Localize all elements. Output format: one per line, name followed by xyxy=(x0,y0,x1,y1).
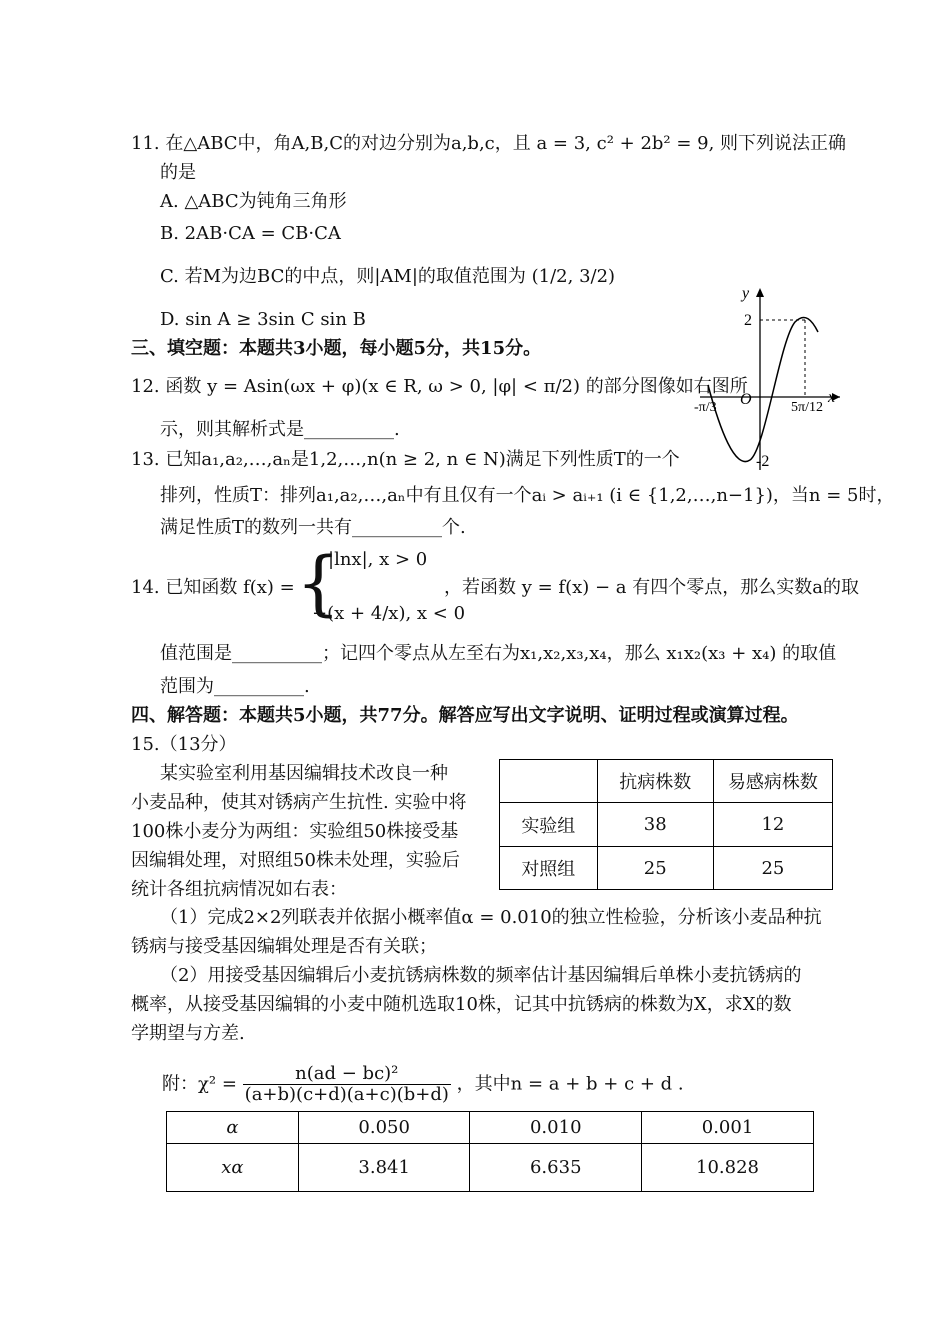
q12-line2: 示，则其解析式是__________. xyxy=(160,419,400,440)
fraction-denominator: (a+b)(c+d)(a+c)(b+d) xyxy=(244,1084,449,1105)
result-table xyxy=(499,759,833,890)
q11-option-a: A. △ABC为钝角三角形 xyxy=(160,191,347,212)
appendix-formula xyxy=(162,1064,684,1105)
x-neg-label: -π/3 xyxy=(694,400,717,415)
q15-head: 15.（13分） xyxy=(131,734,237,755)
q15-para-5: 统计各组抗病情况如右表： xyxy=(131,879,347,900)
q11-option-c-text: C. 若M为边BC的中点，则|AM|的取值范围为 xyxy=(160,266,526,287)
table-row xyxy=(500,847,833,890)
origin-label: O xyxy=(740,391,752,408)
table-cell: 0.001 xyxy=(642,1112,814,1144)
fraction-numerator: n(ad − bc)² xyxy=(243,1064,451,1085)
q13-line1: 13. 已知a₁,a₂,…,aₙ是1,2,…,n(n ≥ 2, n ∈ N)满足下列性质T的一个 xyxy=(131,449,680,470)
table-cell: 对照组 xyxy=(500,847,598,890)
q15-sub2-b: 概率，从接受基因编辑的小麦中随机选取10株，记其中抗锈病的株数为X，求X的数 xyxy=(131,994,792,1015)
q15-sub1-b: 锈病与接受基因编辑处理是否有关联； xyxy=(131,936,437,957)
q15-para-2: 小麦品种，使其对锈病产生抗性. 实验中将 xyxy=(131,792,467,813)
q11-option-c xyxy=(160,265,615,289)
q11-option-d: D. sin A ≥ 3sin C sin B xyxy=(160,309,366,330)
q14-case2: −(x + 4/x), x < 0 xyxy=(312,603,466,624)
table-cell: α xyxy=(167,1112,299,1144)
table-cell: 实验组 xyxy=(500,803,598,847)
table-cell: 25 xyxy=(597,847,713,890)
table-row xyxy=(167,1112,814,1144)
table-cell: 12 xyxy=(713,803,832,847)
q13-line3: 满足性质T的数列一共有__________个. xyxy=(160,517,466,538)
q14-line3: 范围为__________. xyxy=(160,676,310,697)
y-axis-arrow xyxy=(756,288,764,297)
q15-para-3: 100株小麦分为两组：实验组50株接受基 xyxy=(131,821,459,842)
table-cell: 38 xyxy=(597,803,713,847)
y-min-label: -2 xyxy=(756,453,770,470)
q15-sub2-c: 学期望与方差. xyxy=(131,1023,245,1044)
result-table-header xyxy=(500,760,833,803)
q15-sub1-a: （1）完成2×2列联表并依据小概率值α = 0.010的独立性检验，分析该小麦品种抗 xyxy=(160,907,822,928)
result-table-header-cell: 抗病株数 xyxy=(597,760,713,803)
q15-para-4: 因编辑处理，对照组50株未处理，实验后 xyxy=(131,850,460,871)
y-axis-label: y xyxy=(742,285,750,302)
table-row xyxy=(500,803,833,847)
table-cell: 0.010 xyxy=(470,1112,642,1144)
q11-line2: 的是 xyxy=(160,162,196,183)
section4-title: 四、解答题：本题共5小题，共77分。解答应写出文字说明、证明过程或演算过程。 xyxy=(131,705,799,726)
q14-line2: 值范围是__________；记四个零点从左至右为x₁,x₂,x₃,x₄，那么 x₁x₂(x₃ + x₄) 的取值 xyxy=(160,643,837,664)
table-cell: 3.841 xyxy=(298,1144,470,1192)
x-pos-label: 5π/12 xyxy=(791,400,823,415)
q14-post: ，若函数 y = f(x) − a 有四个零点，那么实数a的取 xyxy=(444,577,859,598)
table-cell: 10.828 xyxy=(642,1144,814,1192)
table-cell: 0.050 xyxy=(298,1112,470,1144)
q11-option-b: B. 2AB·CA = CB·CA xyxy=(160,223,341,244)
critical-value-table xyxy=(166,1111,814,1192)
result-table-header-cell: 易感病株数 xyxy=(713,760,832,803)
chi-square-fraction xyxy=(243,1064,451,1105)
sine-graph xyxy=(690,280,850,475)
result-table-header-cell xyxy=(500,760,598,803)
q13-line2: 排列，性质T：排列a₁,a₂,…,aₙ中有且仅有一个aᵢ > aᵢ₊₁ (i ∈ {1,2,…,n−1})，当n = 5时， xyxy=(160,485,895,506)
table-cell: xα xyxy=(167,1144,299,1192)
table-cell: 25 xyxy=(713,847,832,890)
q14-brace: { xyxy=(296,542,341,624)
q11-line1: 11. 在△ABC中，角A,B,C的对边分别为a,b,c，且 a = 3, c² + 2b² = 9, 则下列说法正确 xyxy=(131,133,847,154)
q15-sub2-a: （2）用接受基因编辑后小麦抗锈病株数的频率估计基因编辑后单株小麦抗锈病的 xyxy=(160,965,802,986)
appendix-tail: ，其中n = a + b + c + d . xyxy=(456,1073,684,1095)
section3-title: 三、填空题：本题共3小题，每小题5分，共15分。 xyxy=(131,338,542,359)
appendix-lead: 附：χ² = xyxy=(162,1073,237,1095)
q11-option-c-range: (1/2, 3/2) xyxy=(531,266,616,287)
q12-line1: 12. 函数 y = Asin(ωx + φ)(x ∈ R, ω > 0, |φ| < π/2) 的部分图像如右图所 xyxy=(131,376,748,397)
x-axis-label: x xyxy=(828,389,836,406)
y-max-label: 2 xyxy=(744,312,752,329)
table-row xyxy=(167,1144,814,1192)
q14-lead: 14. 已知函数 f(x) = xyxy=(131,577,295,598)
sine-curve xyxy=(708,317,818,461)
table-cell: 6.635 xyxy=(470,1144,642,1192)
q15-para-1: 某实验室利用基因编辑技术改良一种 xyxy=(160,763,448,784)
q14-case1: |lnx|, x > 0 xyxy=(328,549,428,570)
